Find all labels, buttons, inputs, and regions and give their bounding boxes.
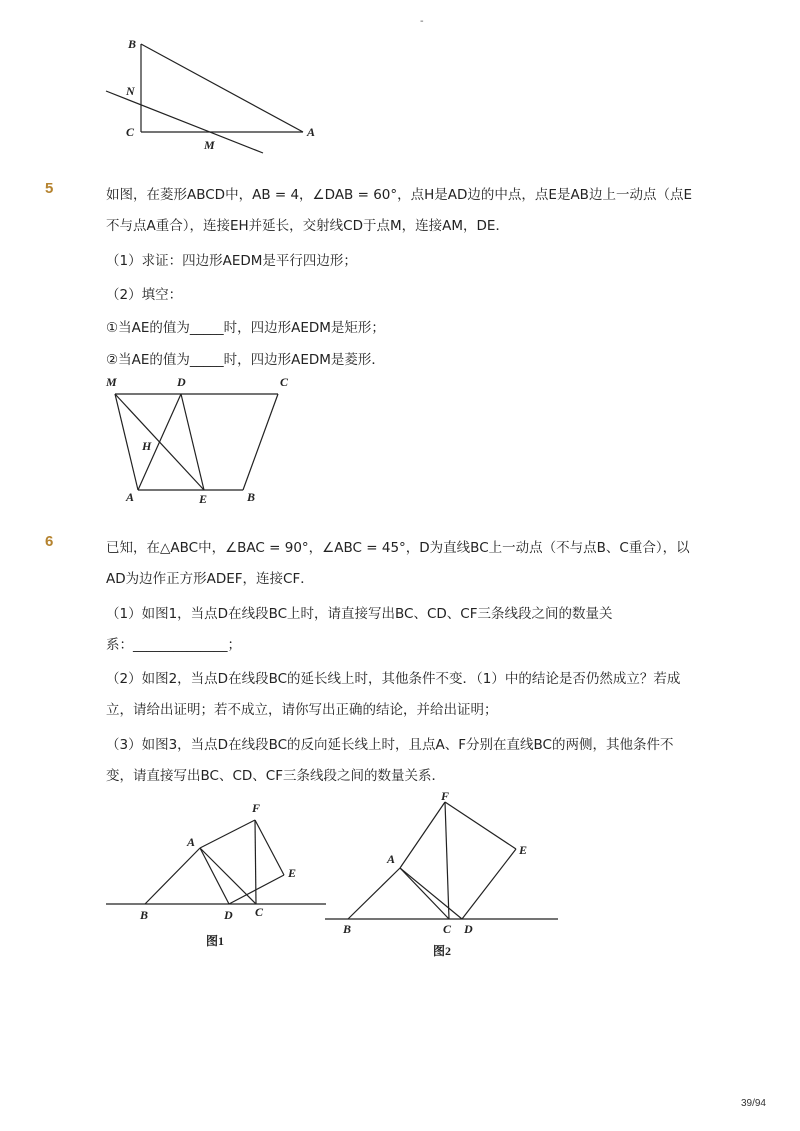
figure-q6-2 (322, 788, 567, 967)
label-C: C (280, 375, 289, 389)
label-A: A (126, 490, 135, 504)
label-B: B (343, 922, 352, 936)
q6-line-1: 已知，在△ABC中，∠BAC = 90°，∠ABC = 45°，D为直线BC上一动点（不与点B、C重合），以 (106, 540, 690, 556)
label-D: D (177, 375, 186, 389)
label-H: H (142, 439, 152, 453)
label-C: C (255, 905, 264, 919)
q6-line-3: （1）如图1，当点D在线段BC上时，请直接写出BC、CD、CF三条线段之间的数量关 (106, 606, 613, 622)
label-A: A (307, 125, 316, 139)
figure-q5-rhombus (100, 370, 310, 514)
q6-line-8: 变，请直接写出BC、CD、CF三条线段之间的数量关系． (106, 768, 445, 784)
label-M: M (204, 138, 215, 152)
label-E: E (519, 843, 528, 857)
q6-line-2: AD为边作正方形ADEF，连接CF． (106, 571, 314, 587)
label-B: B (128, 37, 137, 51)
q6-line-4: 系：______________； (106, 637, 241, 653)
question-6-number: 6 (45, 533, 54, 550)
figure-top-triangle (100, 35, 340, 164)
label-B: B (140, 908, 149, 922)
label-C: C (126, 125, 135, 139)
label-E: E (199, 492, 208, 506)
q6-line-5: （2）如图2，当点D在线段BC的延长线上时，其他条件不变．（1）中的结论是否仍然成立？若成 (106, 671, 681, 687)
q5-line-5: ①当AE的值为_____时，四边形AEDM是矩形； (106, 320, 385, 336)
label-C: C (443, 922, 452, 936)
label-D: D (464, 922, 473, 936)
q5-line-3: （1）求证：四边形AEDM是平行四边形； (106, 253, 357, 269)
figure-2-caption: 图2 (433, 944, 452, 958)
q6-line-7: （3）如图3，当点D在线段BC的反向延长线上时，且点A、F分别在直线BC的两侧，其他条件不 (106, 737, 674, 753)
figure-1-caption: 图1 (206, 934, 225, 948)
page-number: 39/94 (740, 1098, 766, 1109)
label-D: D (224, 908, 233, 922)
q6-line-6: 立，请给出证明；若不成立，请你写出正确的结论，并给出证明； (106, 702, 498, 718)
header-mark: - (420, 16, 424, 27)
question-5-number: 5 (45, 180, 54, 197)
label-F: F (441, 789, 450, 803)
label-A: A (387, 852, 396, 866)
q5-line-1: 如图，在菱形ABCD中，AB = 4，∠DAB = 60°，点H是AD边的中点，点E是AB边上一动点（点E (106, 187, 692, 203)
label-F: F (252, 801, 261, 815)
figure-q6-1 (100, 795, 330, 959)
q5-line-4: （2）填空： (106, 287, 183, 303)
q5-line-6: ②当AE的值为_____时，四边形AEDM是菱形． (106, 352, 385, 368)
label-B: B (247, 490, 256, 504)
label-M: M (106, 375, 117, 389)
label-N: N (126, 84, 135, 98)
label-A: A (187, 835, 196, 849)
label-E: E (288, 866, 297, 880)
q5-line-2: 不与点A重合），连接EH并延长，交射线CD于点M，连接AM，DE． (106, 218, 509, 234)
